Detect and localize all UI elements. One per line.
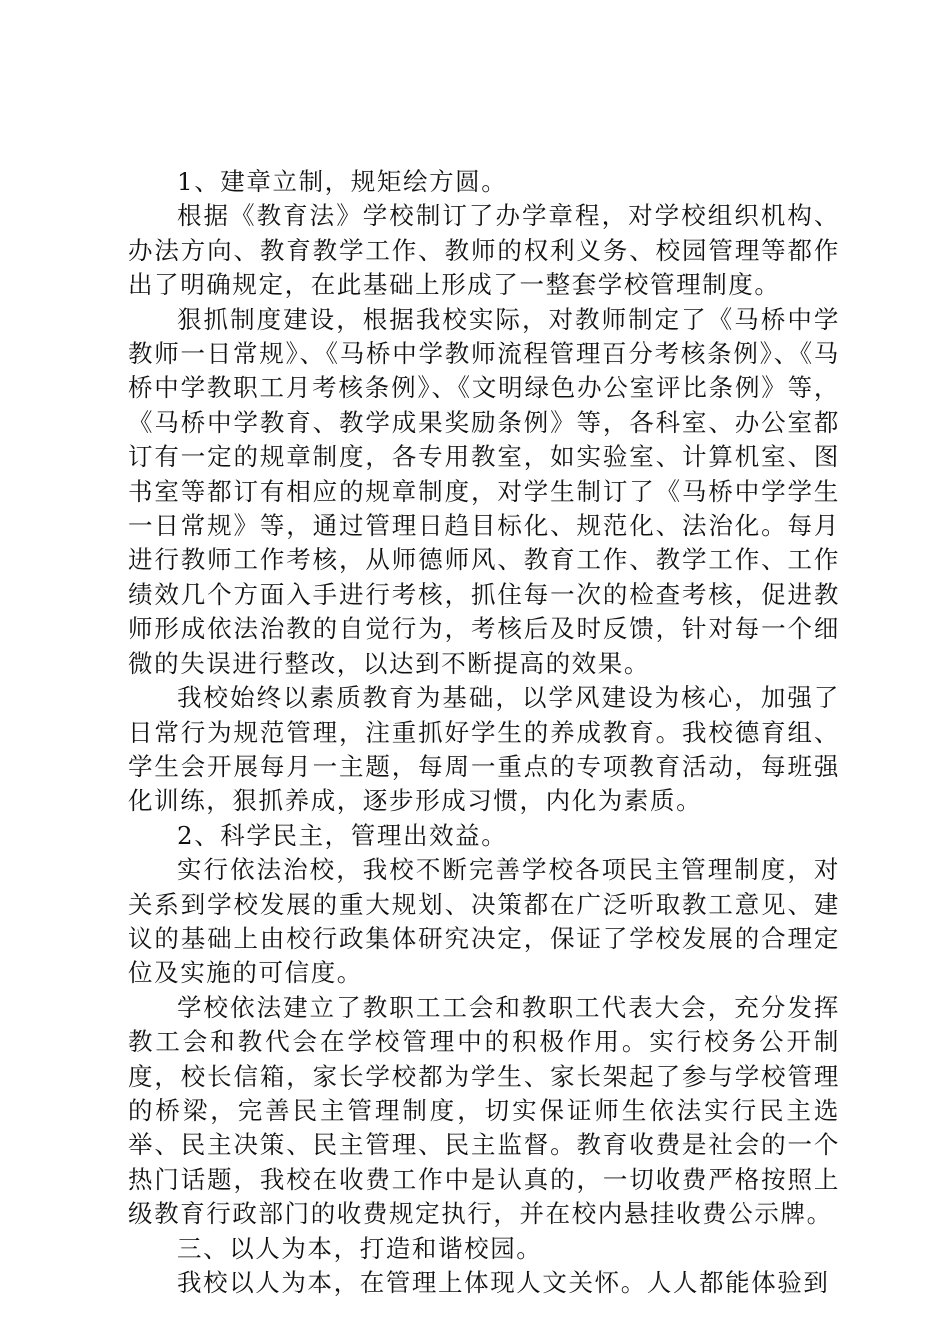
section-heading-people-oriented: 三、以人为本，打造和谐校园。	[177, 1233, 543, 1263]
paragraph-system-building: 狠抓制度建设，根据我校实际，对教师制定了《马桥中学教师一日常规》、《马桥中学教师流程管理百分考核条例》、《马桥中学教职工月考核条例》、《文明绿色办公室评比条例》等，《马桥中学教育、教学成果奖励条例》等，各科室、办公室都订有一定的规章制度，各专用教室，如实验室、计算机室、图书室等都订有相应的规章制度，对学生制订了《马桥中学学生一日常规》等，通过管理日趋目标化、规范化、法治化。每月进行教师工作考核，从师德师风、教育工作、教学工作、工作绩效几个方面入手进行考核，抓住每一次的检查考核，促进教师形成依法治教的自觉行为，考核后及时反馈，针对每一个细微的失误进行整改，以达到不断提高的效果。	[128, 304, 840, 678]
document-body	[128, 165, 840, 1300]
paragraph-school-charter: 根据《教育法》学校制订了办学章程，对学校组织机构、办法方向、教育教学工作、教师的权利义务、校园管理等都作出了明确规定，在此基础上形成了一整套学校管理制度。	[128, 201, 840, 300]
paragraph-quality-education: 我校始终以素质教育为基础，以学风建设为核心，加强了日常行为规范管理，注重抓好学生的养成教育。我校德育组、学生会开展每月一主题，每周一重点的专项教育活动，每班强化训练，狠抓养成，逐步形成习惯，内化为素质。	[128, 683, 840, 816]
section-heading-democracy: 2、科学民主，管理出效益。	[177, 820, 508, 850]
paragraph-humanistic-care: 我校以人为本，在管理上体现人文关怀。人人都能体验到	[177, 1268, 830, 1297]
paragraph-rule-of-law: 实行依法治校，我校不断完善学校各项民主管理制度，对关系到学校发展的重大规划、决策都在广泛听取教工意见、建议的基础上由校行政集体研究决定，保证了学校发展的合理定位及实施的可信度。	[128, 855, 840, 988]
paragraph-staff-union: 学校依法建立了教职工工会和教职工代表大会，充分发挥教工会和教代会在学校管理中的积极作用。实行校务公开制度，校长信箱，家长学校都为学生、家长架起了参与学校管理的桥梁，完善民主管理制度，切实保证师生依法实行民主选举、民主决策、民主管理、民主监督。教育收费是社会的一个热门话题，我校在收费工作中是认真的，一切收费严格按照上级教育行政部门的收费规定执行，并在校内悬挂收费公示牌。	[128, 992, 840, 1229]
section-heading-rules: 1、建章立制，规矩绘方圆。	[177, 167, 508, 196]
